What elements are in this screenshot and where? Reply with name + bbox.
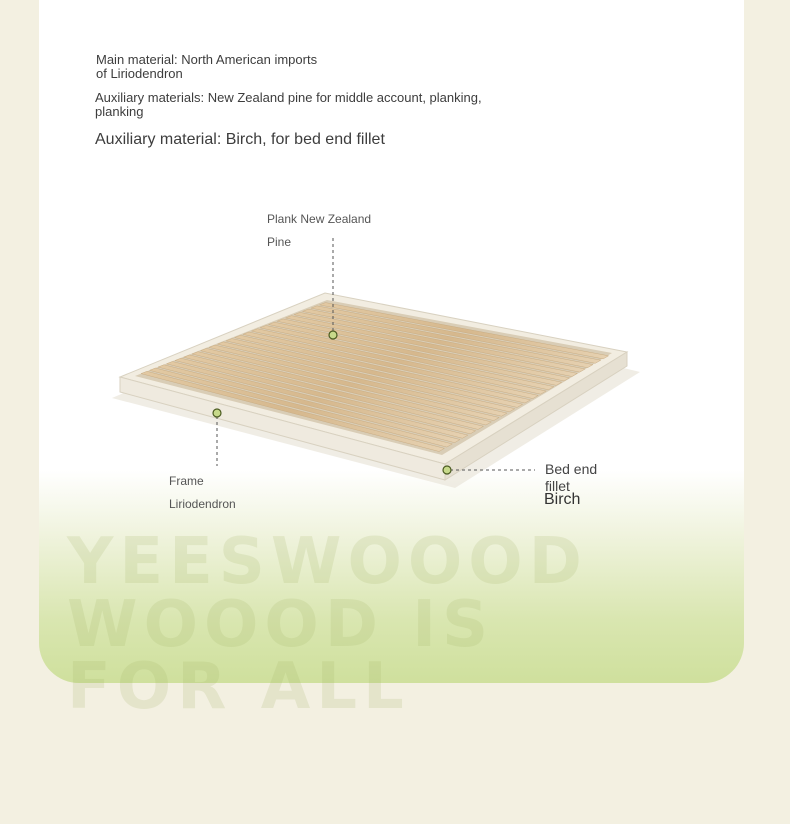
watermark-line-2: WOOOD IS [67,588,495,662]
main-material-line-1: Main material: North American imports [96,52,318,67]
bed-end-callout-dot [443,466,451,474]
watermark-line-1: YEESWOOOD [67,525,588,599]
bed-end-label-line-2: fillet [545,478,570,494]
plank-callout-dot [329,331,337,339]
frame-label-line-1: Frame [169,474,204,488]
plank-label-line-2: Pine [267,235,292,249]
watermark-line-3: FOR ALL [67,650,410,724]
bed-end-material-label: Birch [544,491,581,508]
auxiliary-material-birch-text: Auxiliary material: Birch, for bed end fillet [95,131,385,148]
plank-label-line-1: Plank New Zealand [267,212,372,226]
main-material-line-2: of Liriodendron [96,66,183,81]
frame-label-line-2: Liriodendron [169,497,236,511]
frame-callout-dot [213,409,221,417]
bed-end-label-line-1: Bed end [545,461,598,477]
auxiliary-materials-line-2: planking [95,104,144,119]
auxiliary-materials-line-1: Auxiliary materials: New Zealand pine for middle account, planking, [95,90,482,105]
